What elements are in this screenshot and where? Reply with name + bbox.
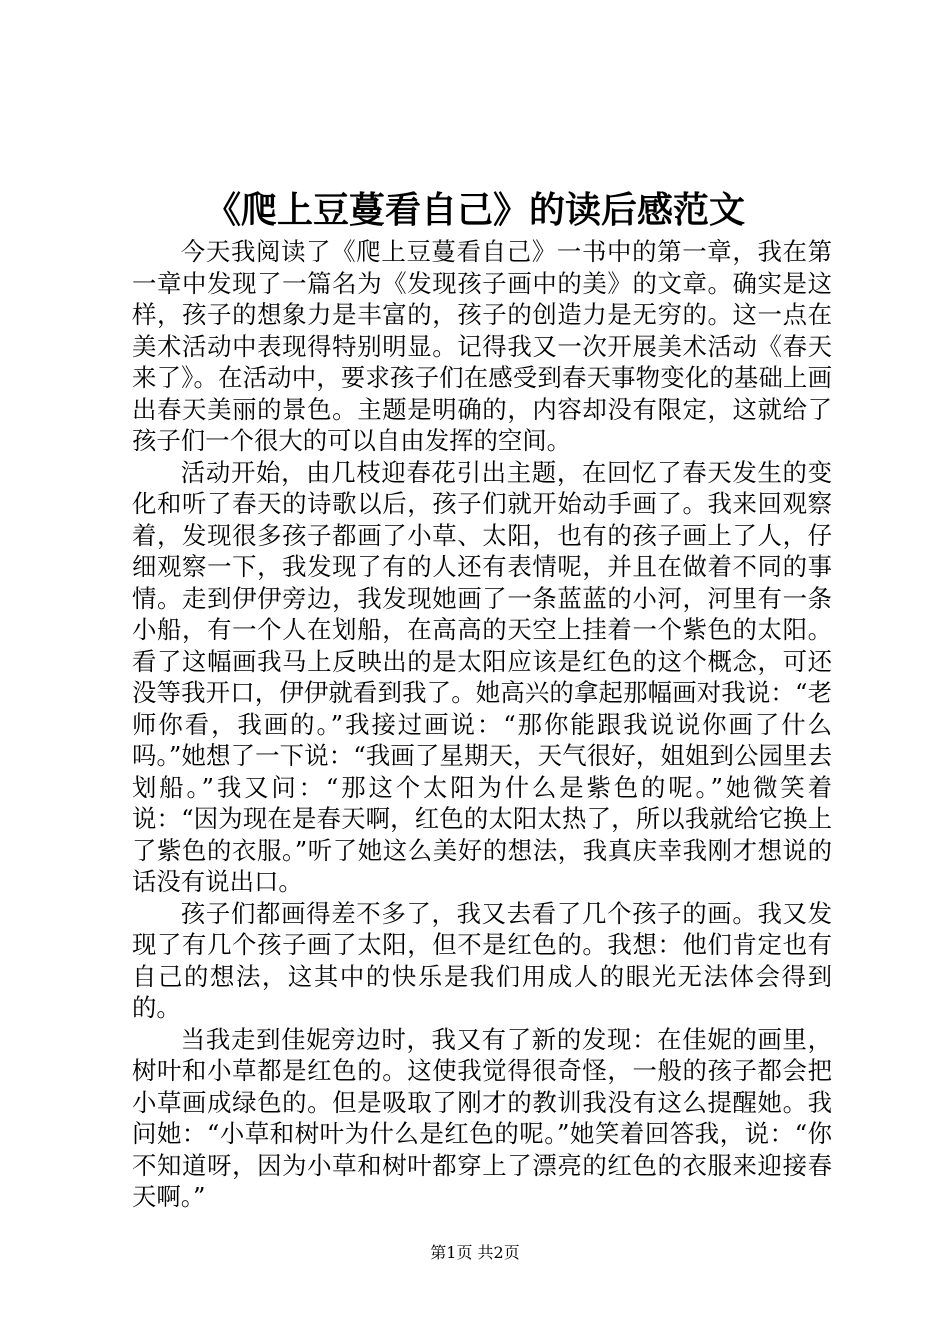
paragraph-4: 当我走到佳妮旁边时，我又有了新的发现：在佳妮的画里，树叶和小草都是红色的。这使我觉得很奇怪，一般的孩子都会把小草画成绿色的。但是吸取了刚才的教训我没有这么提醒她。我问她：“小草和树叶为什么是红色的呢。”她笑着回答我，说：“你不知道呀，因为小草和树叶都穿上了漂亮的红色的衣服来迎接春天啊。” <box>132 1024 832 1211</box>
page-footer: 第1页 共2页 <box>430 1243 520 1262</box>
paragraph-3: 孩子们都画得差不多了，我又去看了几个孩子的画。我又发现了有几个孩子画了太阳，但不是红色的。我想：他们肯定也有自己的想法，这其中的快乐是我们用成人的眼光无法体会得到的。 <box>132 898 832 1022</box>
document-body <box>132 236 832 1213</box>
document-title: 《爬上豆蔓看自己》的读后感范文 <box>204 189 745 231</box>
paragraph-2: 活动开始，由几枝迎春花引出主题，在回忆了春天发生的变化和听了春天的诗歌以后，孩子们就开始动手画了。我来回观察着，发现很多孩子都画了小草、太阳，也有的孩子画上了人，仔细观察一下，我发现了有的人还有表情呢，并且在做着不同的事情。走到伊伊旁边，我发现她画了一条蓝蓝的小河，河里有一条小船，有一个人在划船，在高高的天空上挂着一个紫色的太阳。看了这幅画我马上反映出的是太阳应该是红色的这个概念，可还没等我开口，伊伊就看到我了。她高兴的拿起那幅画对我说：“老师你看，我画的。”我接过画说：“那你能跟我说说你画了什么吗。”她想了一下说：“我画了星期天，天气很好，姐姐到公园里去划船。”我又问：“那这个太阳为什么是紫色的呢。”她微笑着说：“因为现在是春天啊，红色的太阳太热了，所以我就给它换上了紫色的衣服。”听了她这么美好的想法，我真庆幸我刚才想说的话没有说出口。 <box>132 457 832 896</box>
paragraph-1: 今天我阅读了《爬上豆蔓看自己》一书中的第一章，我在第一章中发现了一篇名为《发现孩子画中的美》的文章。确实是这样，孩子的想象力是丰富的，孩子的创造力是无穷的。这一点在美术活动中表现得特别明显。记得我又一次开展美术活动《春天来了》。在活动中，要求孩子们在感受到春天事物变化的基础上画出春天美丽的景色。主题是明确的，内容却没有限定，这就给了孩子们一个很大的可以自由发挥的空间。 <box>132 237 832 455</box>
